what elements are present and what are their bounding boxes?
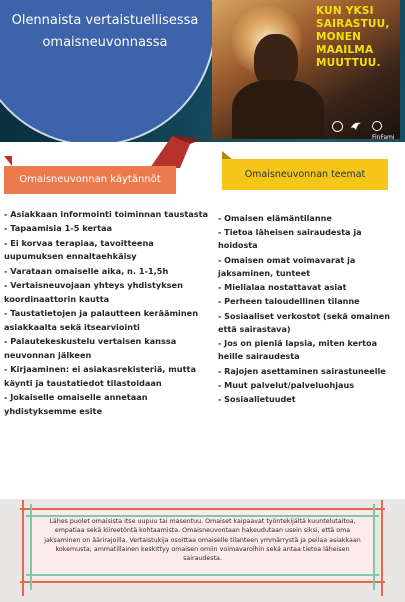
list-item: - Sosiaaliset verkostot (sekä omainen että sairastava) [218,310,390,334]
title-line-1: Olennaista vertaistuellisessa [11,13,199,28]
themes-list [218,212,403,407]
list-item: - Omaisen omat voimavarat ja jaksaminen, tunteet [218,254,356,278]
page-title [6,10,204,54]
list-item: - Perheen taloudellinen tilanne [218,296,360,307]
frame-bottom-line [20,581,385,583]
list-item: - Taustatietojen ja palautteen kerääminen asiakkaalta sekä itsearviointi [4,308,199,332]
partner-bird-logo-icon [350,120,362,132]
frame-left-line [22,500,24,596]
slogan-line-3: MONEN [316,31,362,43]
partner-logo-icon [332,121,343,132]
frame-top-line [20,508,385,510]
list-item: - Kirjaaminen: ei asiakasrekisteriä, mutta käynti ja taustatiedot tilastoidaan [4,364,196,388]
practices-heading: Omaisneuvonnan käytännöt [4,166,176,194]
finfami-logo [372,120,400,139]
slogan-line-5: MUUTTUU. [316,57,381,69]
finfami-logo-text: FinFami [372,134,395,139]
campaign-slogan [316,5,398,70]
list-item: - Sosiaalietuudet [218,393,296,404]
list-item: - Varataan omaiselle aika, n. 1-1,5h [4,265,169,276]
list-item: - Mielialaa nostattavat asiat [218,282,347,293]
slogan-line-4: MAAILMA [316,44,374,56]
practices-list [4,208,212,419]
list-item: - Omaisen elämäntilanne [218,213,332,223]
list-item: - Tapaamisia 1-5 kertaa [4,223,113,234]
list-item: - Ei korvaa terapiaa, tavoitteena uupumuksen ennaltaehkäisy [4,237,154,262]
finfami-logo-icon [372,121,382,131]
slogan-line-1: KUN YKSI [316,5,374,17]
themes-heading: Omaisneuvonnan teemat [222,159,388,190]
list-item: - Tietoa läheisen sairaudesta ja hoidosta [218,227,362,251]
quote-text: Lähes puolet omaisista itse uupuu tai masentuu. Omaiset kaipaavat työntekijältä kuuntelutaitoa, empatiaa sekä kiireetöntä kohtaamista. Omaisneuvontaan hakeudutaan usein siksi, että oma jaksaminen on äärirajoilla. Vertaistukija osoittaa omaiselle tilanteen ymmärrystä ja peilaa asiakkaan kokemusta; ammatillainen keskittyy omaisen omiin voimavaroihin sekä antaa tietoa läheisen sairaudesta. [44,518,361,563]
list-item: - Vertaisneuvojaan yhteys yhdistyksen koordinaattorin kautta [4,280,183,304]
list-item: - Palautekeskustelu vertaisen kanssa neuvonnan jälkeen [4,336,177,360]
slogan-line-2: SAIRASTUU, [316,18,390,30]
list-item: - Muut palvelut/palveluohjaus [218,379,355,390]
list-item: - Jos on pieniä lapsia, miten kertoa heille sairaudesta [218,338,378,362]
list-item: - Jokaiselle omaiselle annetaan yhdistyksemme esite [4,392,148,416]
list-item: - Asiakkaan informointi toiminnan taustasta [4,209,209,219]
list-item: - Rajojen asettaminen sairastuneelle [218,365,386,376]
frame-right-line [381,500,383,596]
person-silhouette-body [232,80,324,139]
ribbon-fold-decoration [150,136,200,168]
frame-bottom-green-line [26,574,379,576]
title-line-2: omaisneuvonnassa [42,35,168,50]
campaign-photo [212,0,400,139]
